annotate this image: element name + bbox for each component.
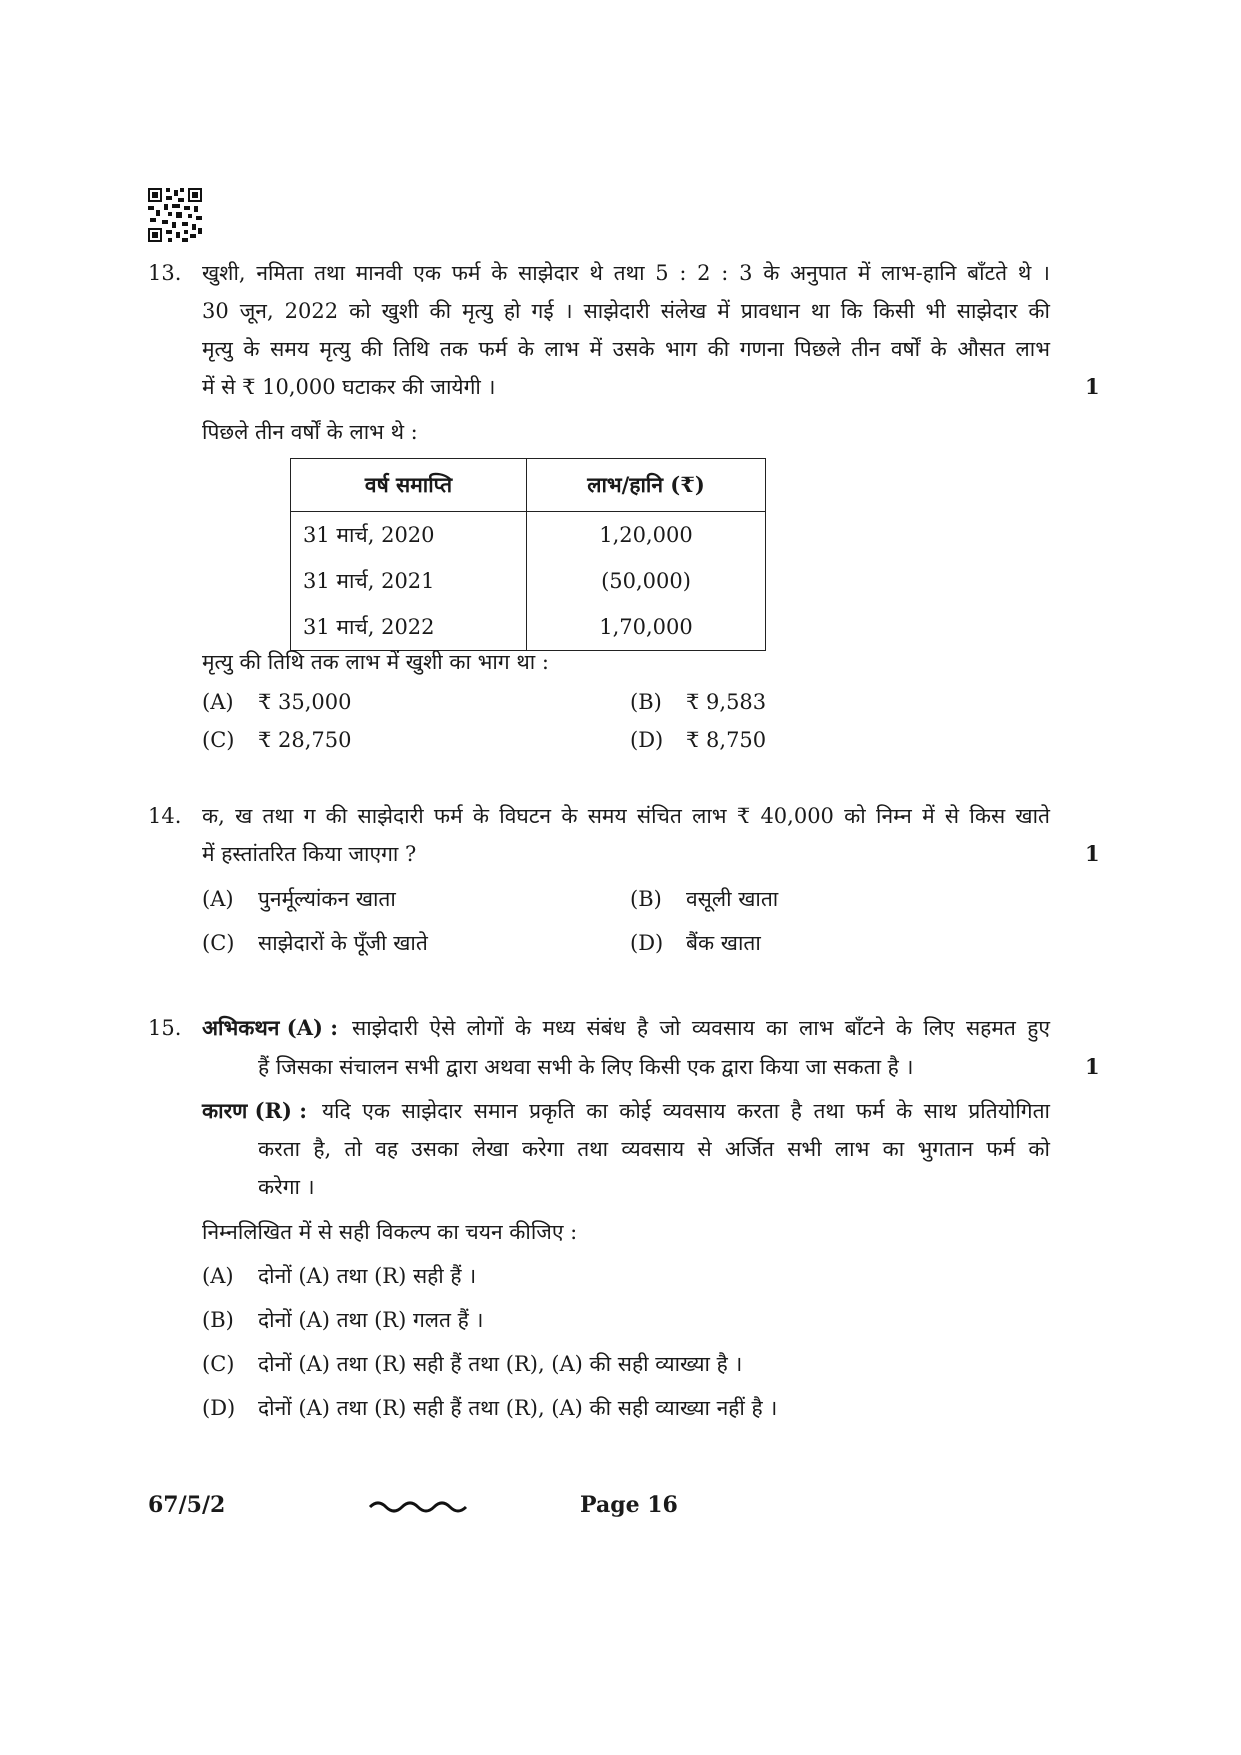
question-15-marks: 1 (1085, 1054, 1100, 1079)
table-cell-year: 31 मार्च, 2021 (291, 558, 527, 604)
option-label: (A) (202, 887, 234, 911)
profits-table (290, 458, 766, 651)
reason-line-2: करता है, तो वह उसका लेखा करेगा तथा व्यवसाय से अर्जित सभी लाभ का भुगतान फर्म को (258, 1137, 1050, 1161)
option-text: साझेदारों के पूँजी खाते (258, 931, 428, 955)
option-label: (A) (202, 1264, 234, 1288)
profits-table-header (291, 459, 766, 512)
table-row (291, 558, 766, 604)
option-label: (C) (202, 728, 235, 752)
option-label: (B) (630, 887, 662, 911)
question-13-line-2: 30 जून, 2022 को खुशी की मृत्यु हो गई । साझेदारी संलेख में प्रावधान था कि किसी भी साझेदार की (202, 299, 1050, 323)
option-label: (C) (202, 931, 235, 955)
table-row (291, 604, 766, 651)
question-14-line-1: क, ख तथा ग की साझेदारी फर्म के विघटन के समय संचित लाभ ₹ 40,000 को निम्न में से किस खाते (202, 804, 1050, 828)
option-text: ₹ 28,750 (258, 728, 352, 752)
option-text: ₹ 9,583 (686, 690, 767, 714)
option-text: ₹ 8,750 (686, 728, 767, 752)
question-13-number: 13. (148, 261, 182, 285)
table-cell-year: 31 मार्च, 2022 (291, 604, 527, 651)
reason-label: कारण (R) : (202, 1098, 308, 1123)
option-label: (D) (630, 728, 664, 752)
option-label: (C) (202, 1352, 235, 1376)
question-14-line-2: में हस्तांतरित किया जाएगा ? (202, 842, 417, 866)
question-14-marks: 1 (1085, 841, 1100, 866)
option-text: दोनों (A) तथा (R) सही हैं । (258, 1264, 477, 1288)
option-label: (D) (202, 1396, 236, 1420)
reason-line-1: यदि एक साझेदार समान प्रकृति का कोई व्यवसाय करता है तथा फर्म के साथ प्रतियोगिता (322, 1099, 1050, 1123)
option-text: ₹ 35,000 (258, 690, 352, 714)
option-label: (D) (630, 931, 664, 955)
question-14-number: 14. (148, 804, 182, 828)
assertion-label: अभिकथन (A) : (202, 1015, 338, 1040)
table-cell-year: 31 मार्च, 2020 (291, 512, 527, 559)
header-year-ended: वर्ष समाप्ति (291, 459, 527, 512)
page-number: Page 16 (580, 1492, 678, 1518)
question-13-prompt: मृत्यु की तिथि तक लाभ में खुशी का भाग था : (202, 650, 549, 674)
option-text: बैंक खाता (686, 931, 761, 955)
header-profit-loss: लाभ/हानि (₹) (527, 459, 766, 512)
question-13-line-4: में से ₹ 10,000 घटाकर की जायेगी । (202, 375, 496, 399)
wave-ornament (368, 1497, 468, 1517)
table-row (291, 512, 766, 559)
question-13-line-1: खुशी, नमिता तथा मानवी एक फर्म के साझेदार थे तथा 5 : 2 : 3 के अनुपात में लाभ-हानि बाँटते थे । (202, 261, 1050, 285)
option-text: दोनों (A) तथा (R) सही हैं तथा (R), (A) की सही व्याख्या है । (258, 1352, 743, 1376)
qr-code (148, 188, 202, 242)
question-13-table-intro: पिछले तीन वर्षों के लाभ थे : (202, 420, 418, 444)
assertion-line-2: हैं जिसका संचालन सभी द्वारा अथवा सभी के लिए किसी एक द्वारा किया जा सकता है । (258, 1055, 914, 1079)
option-text: दोनों (A) तथा (R) सही हैं तथा (R), (A) की सही व्याख्या नहीं है । (258, 1396, 778, 1420)
option-label: (B) (630, 690, 662, 714)
reason-line-3: करेगा । (258, 1175, 315, 1199)
option-label: (A) (202, 690, 234, 714)
assertion-line-1: साझेदारी ऐसे लोगों के मध्य संबंध है जो व्यवसाय का लाभ बाँटने के लिए सहमत हुए (352, 1016, 1050, 1040)
table-cell-amount: 1,70,000 (527, 604, 766, 651)
question-15-number: 15. (148, 1016, 182, 1040)
question-15-prompt: निम्नलिखित में से सही विकल्प का चयन कीजिए : (202, 1220, 578, 1244)
question-13-line-3: मृत्यु के समय मृत्यु की तिथि तक फर्म के लाभ में उसके भाग की गणना पिछले तीन वर्षों के औसत लाभ (202, 337, 1050, 361)
option-text: वसूली खाता (686, 887, 779, 911)
paper-code: 67/5/2 (148, 1492, 226, 1518)
table-cell-amount: (50,000) (527, 558, 766, 604)
option-text: पुनर्मूल्यांकन खाता (258, 887, 396, 911)
option-text: दोनों (A) तथा (R) गलत हैं । (258, 1308, 484, 1332)
table-cell-amount: 1,20,000 (527, 512, 766, 559)
option-label: (B) (202, 1308, 234, 1332)
question-13-marks: 1 (1085, 374, 1100, 399)
